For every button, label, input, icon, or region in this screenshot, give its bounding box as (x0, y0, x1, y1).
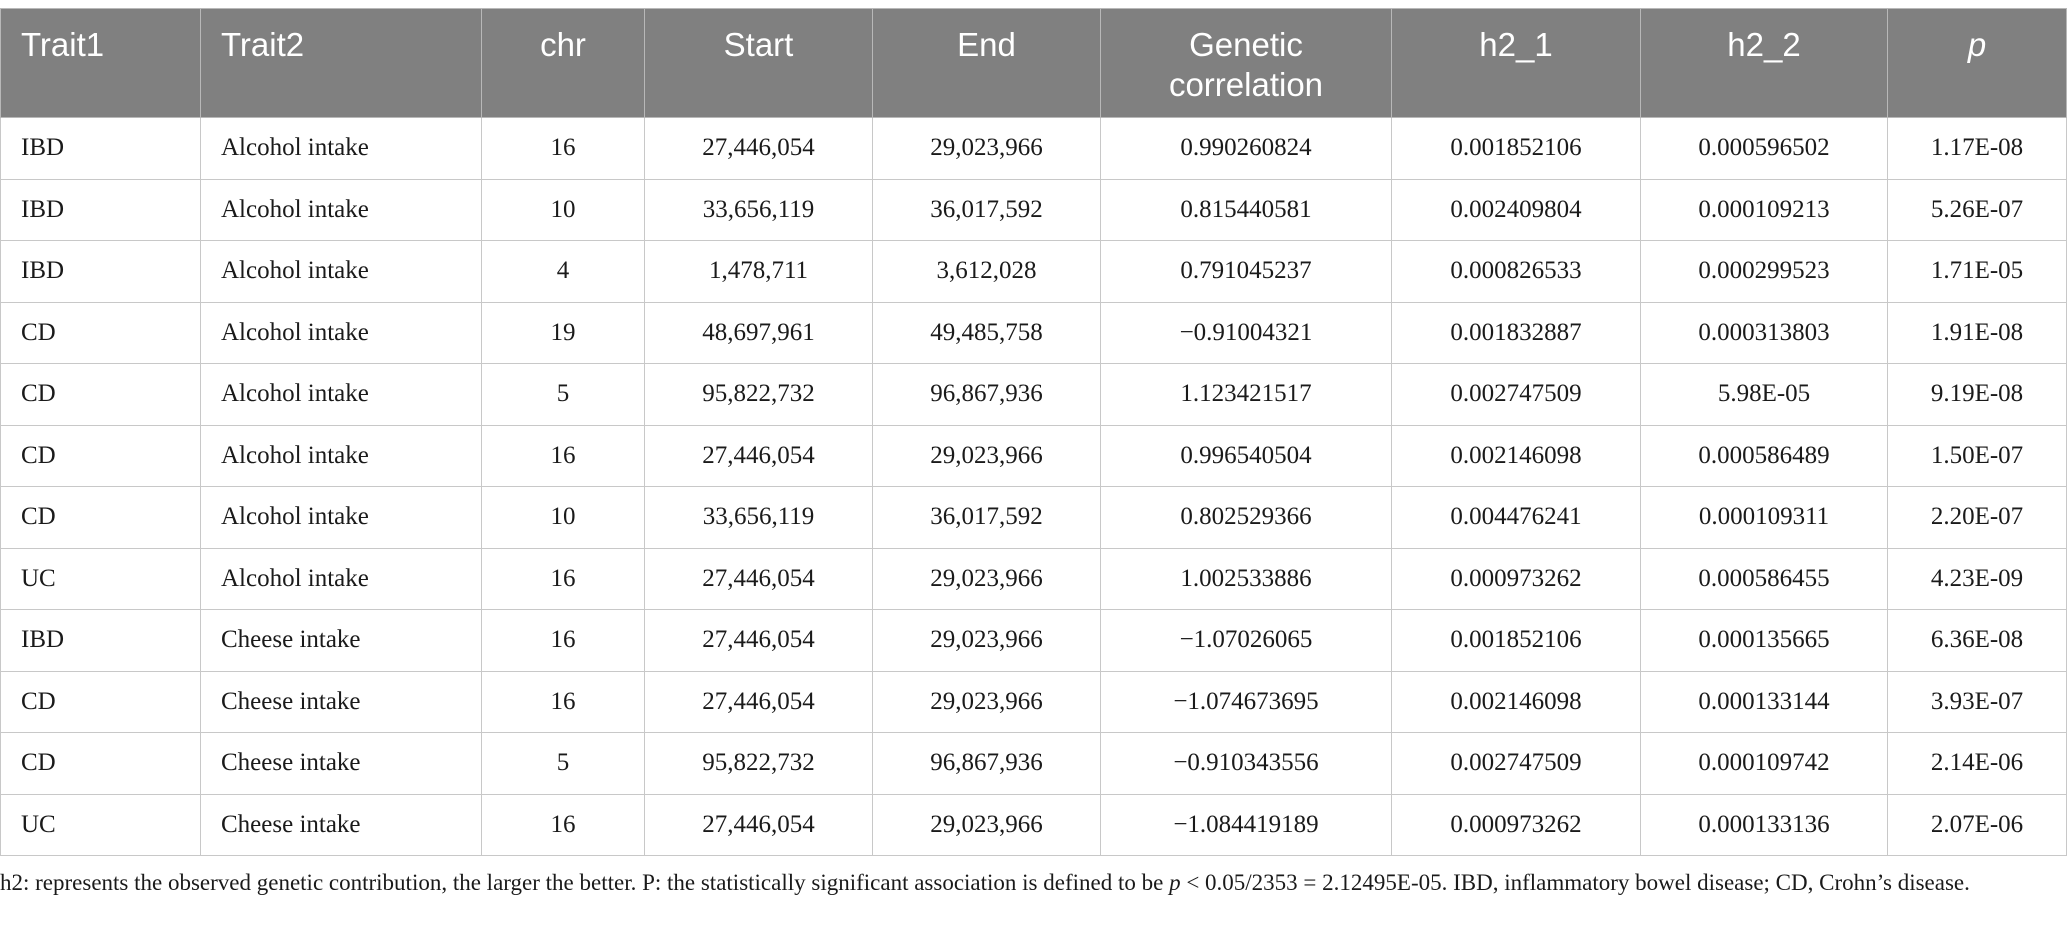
cell-h2-2: 0.000135665 (1641, 610, 1888, 672)
cell-start: 27,446,054 (645, 425, 873, 487)
cell-chr: 16 (482, 794, 645, 856)
cell-h2-1: 0.001852106 (1392, 610, 1641, 672)
cell-start: 33,656,119 (645, 487, 873, 549)
table-row (1, 179, 2067, 241)
table-row (1, 302, 2067, 364)
cell-trait1: UC (1, 794, 201, 856)
cell-genetic-correlation: −1.074673695 (1101, 671, 1392, 733)
cell-chr: 10 (482, 487, 645, 549)
cell-trait2: Alcohol intake (201, 364, 482, 426)
cell-start: 27,446,054 (645, 548, 873, 610)
cell-p: 9.19E-08 (1888, 364, 2067, 426)
cell-trait2: Alcohol intake (201, 241, 482, 303)
cell-start: 48,697,961 (645, 302, 873, 364)
cell-chr: 5 (482, 364, 645, 426)
cell-trait1: IBD (1, 241, 201, 303)
cell-trait2: Alcohol intake (201, 548, 482, 610)
cell-p: 6.36E-08 (1888, 610, 2067, 672)
table-row (1, 610, 2067, 672)
cell-h2-2: 0.000586455 (1641, 548, 1888, 610)
cell-h2-2: 0.000313803 (1641, 302, 1888, 364)
cell-h2-1: 0.000826533 (1392, 241, 1641, 303)
cell-chr: 16 (482, 425, 645, 487)
table-container (0, 8, 2067, 856)
cell-chr: 19 (482, 302, 645, 364)
cell-chr: 4 (482, 241, 645, 303)
header-h2-2: h2_2 (1641, 9, 1888, 118)
cell-start: 27,446,054 (645, 118, 873, 180)
cell-chr: 5 (482, 733, 645, 795)
header-trait2: Trait2 (201, 9, 482, 118)
cell-start: 27,446,054 (645, 794, 873, 856)
cell-genetic-correlation: 1.123421517 (1101, 364, 1392, 426)
cell-h2-2: 5.98E-05 (1641, 364, 1888, 426)
cell-end: 29,023,966 (873, 548, 1101, 610)
cell-p: 2.07E-06 (1888, 794, 2067, 856)
footnote-text-2: < 0.05/2353 = 2.12495E-05. IBD, inflammatory bowel disease; CD, Crohn’s disease. (1180, 870, 1970, 895)
cell-h2-1: 0.002747509 (1392, 364, 1641, 426)
cell-chr: 16 (482, 610, 645, 672)
cell-trait1: CD (1, 425, 201, 487)
cell-trait1: CD (1, 364, 201, 426)
header-row (1, 9, 2067, 118)
table-row (1, 671, 2067, 733)
header-start: Start (645, 9, 873, 118)
cell-h2-1: 0.002146098 (1392, 425, 1641, 487)
cell-p: 3.93E-07 (1888, 671, 2067, 733)
header-end: End (873, 9, 1101, 118)
cell-p: 1.91E-08 (1888, 302, 2067, 364)
table-row (1, 425, 2067, 487)
cell-end: 29,023,966 (873, 610, 1101, 672)
cell-end: 96,867,936 (873, 733, 1101, 795)
cell-trait2: Alcohol intake (201, 487, 482, 549)
cell-start: 95,822,732 (645, 733, 873, 795)
cell-genetic-correlation: −0.910343556 (1101, 733, 1392, 795)
cell-genetic-correlation: 0.990260824 (1101, 118, 1392, 180)
cell-trait2: Alcohol intake (201, 179, 482, 241)
cell-h2-1: 0.000973262 (1392, 548, 1641, 610)
cell-p: 2.20E-07 (1888, 487, 2067, 549)
table-footnote (0, 866, 2066, 900)
cell-h2-2: 0.000596502 (1641, 118, 1888, 180)
cell-chr: 10 (482, 179, 645, 241)
table-body (1, 118, 2067, 856)
cell-genetic-correlation: −1.084419189 (1101, 794, 1392, 856)
footnote-text-1: h2: represents the observed genetic contribution, the larger the better. P: the statistically significant association is defined to be (0, 870, 1170, 895)
table-row (1, 241, 2067, 303)
cell-h2-2: 0.000133144 (1641, 671, 1888, 733)
cell-trait2: Cheese intake (201, 671, 482, 733)
table-row (1, 733, 2067, 795)
cell-trait1: CD (1, 733, 201, 795)
cell-genetic-correlation: 1.002533886 (1101, 548, 1392, 610)
header-h2-1: h2_1 (1392, 9, 1641, 118)
cell-chr: 16 (482, 671, 645, 733)
cell-trait2: Cheese intake (201, 610, 482, 672)
cell-start: 95,822,732 (645, 364, 873, 426)
table-row (1, 487, 2067, 549)
table-row (1, 548, 2067, 610)
cell-trait1: UC (1, 548, 201, 610)
cell-end: 3,612,028 (873, 241, 1101, 303)
cell-trait2: Alcohol intake (201, 425, 482, 487)
cell-trait1: CD (1, 302, 201, 364)
cell-end: 36,017,592 (873, 179, 1101, 241)
cell-genetic-correlation: 0.815440581 (1101, 179, 1392, 241)
header-trait1: Trait1 (1, 9, 201, 118)
cell-trait2: Alcohol intake (201, 118, 482, 180)
cell-trait1: CD (1, 487, 201, 549)
cell-h2-1: 0.001852106 (1392, 118, 1641, 180)
header-p: p (1888, 9, 2067, 118)
cell-h2-2: 0.000133136 (1641, 794, 1888, 856)
cell-chr: 16 (482, 548, 645, 610)
cell-h2-1: 0.002747509 (1392, 733, 1641, 795)
cell-trait1: IBD (1, 118, 201, 180)
cell-p: 5.26E-07 (1888, 179, 2067, 241)
cell-genetic-correlation: −0.91004321 (1101, 302, 1392, 364)
cell-trait2: Cheese intake (201, 794, 482, 856)
cell-end: 29,023,966 (873, 118, 1101, 180)
cell-end: 96,867,936 (873, 364, 1101, 426)
cell-h2-2: 0.000109311 (1641, 487, 1888, 549)
cell-trait1: CD (1, 671, 201, 733)
cell-end: 36,017,592 (873, 487, 1101, 549)
cell-end: 29,023,966 (873, 794, 1101, 856)
cell-h2-2: 0.000109213 (1641, 179, 1888, 241)
cell-h2-1: 0.002146098 (1392, 671, 1641, 733)
cell-start: 33,656,119 (645, 179, 873, 241)
cell-p: 4.23E-09 (1888, 548, 2067, 610)
cell-p: 1.71E-05 (1888, 241, 2067, 303)
cell-genetic-correlation: 0.802529366 (1101, 487, 1392, 549)
header-chr: chr (482, 9, 645, 118)
cell-h2-2: 0.000299523 (1641, 241, 1888, 303)
cell-h2-1: 0.004476241 (1392, 487, 1641, 549)
cell-trait1: IBD (1, 610, 201, 672)
cell-trait2: Cheese intake (201, 733, 482, 795)
cell-end: 29,023,966 (873, 425, 1101, 487)
cell-h2-2: 0.000586489 (1641, 425, 1888, 487)
table-row (1, 118, 2067, 180)
cell-h2-2: 0.000109742 (1641, 733, 1888, 795)
cell-p: 2.14E-06 (1888, 733, 2067, 795)
cell-h2-1: 0.001832887 (1392, 302, 1641, 364)
cell-h2-1: 0.002409804 (1392, 179, 1641, 241)
cell-h2-1: 0.000973262 (1392, 794, 1641, 856)
cell-p: 1.50E-07 (1888, 425, 2067, 487)
cell-genetic-correlation: −1.07026065 (1101, 610, 1392, 672)
cell-trait2: Alcohol intake (201, 302, 482, 364)
cell-trait1: IBD (1, 179, 201, 241)
cell-start: 27,446,054 (645, 671, 873, 733)
cell-genetic-correlation: 0.996540504 (1101, 425, 1392, 487)
cell-genetic-correlation: 0.791045237 (1101, 241, 1392, 303)
cell-start: 1,478,711 (645, 241, 873, 303)
genetic-correlation-table (0, 8, 2067, 856)
cell-chr: 16 (482, 118, 645, 180)
footnote-p-symbol: p (1169, 870, 1181, 895)
cell-end: 29,023,966 (873, 671, 1101, 733)
header-genetic-correlation: Genetic correlation (1101, 9, 1392, 118)
cell-start: 27,446,054 (645, 610, 873, 672)
table-row (1, 794, 2067, 856)
cell-end: 49,485,758 (873, 302, 1101, 364)
cell-p: 1.17E-08 (1888, 118, 2067, 180)
table-row (1, 364, 2067, 426)
